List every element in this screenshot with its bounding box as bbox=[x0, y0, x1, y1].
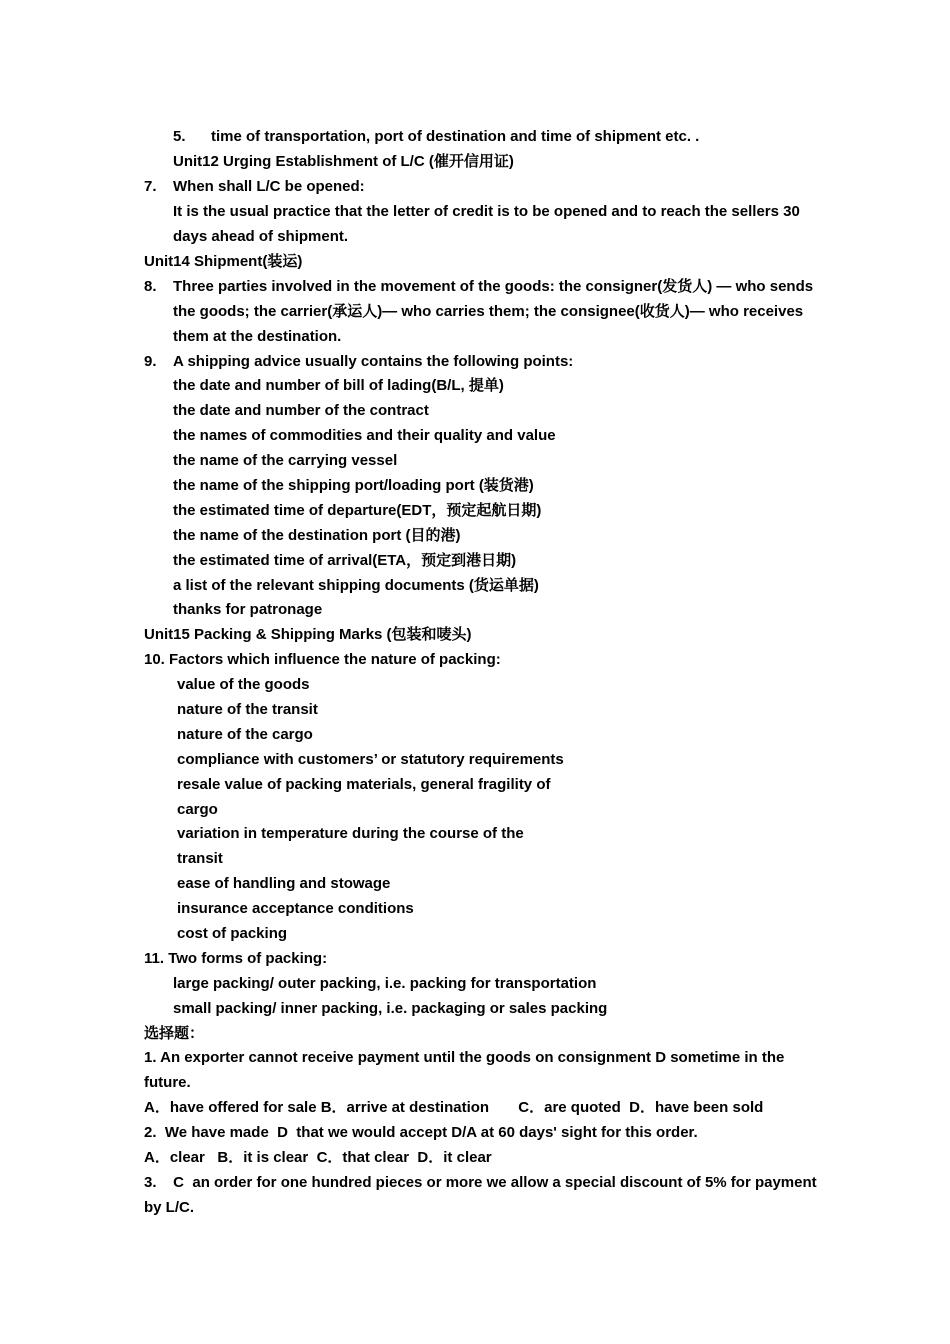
list-item: compliance with customers’ or statutory requirements bbox=[177, 751, 564, 768]
question-title: 11. Two forms of packing: bbox=[144, 950, 328, 967]
list-item: large packing/ outer packing, i.e. packing for transportation bbox=[173, 975, 597, 992]
list-item: nature of the transit bbox=[177, 701, 318, 718]
list-item: small packing/ inner packing, i.e. packaging or sales packing bbox=[173, 1000, 608, 1017]
list-item: ease of handling and stowage bbox=[177, 875, 391, 892]
list-item: the names of commodities and their quality and value bbox=[173, 427, 556, 444]
question-number: 9. bbox=[144, 353, 157, 370]
list-item: variation in temperature during the course of the bbox=[177, 825, 524, 842]
mc-line: future. bbox=[144, 1074, 191, 1091]
item-number: 5. bbox=[173, 128, 186, 145]
answer-line: Three parties involved in the movement of the goods: the consigner(发货人) — who sends bbox=[173, 278, 814, 295]
list-item: a list of the relevant shipping documents (货运单据) bbox=[173, 577, 539, 594]
multiple-choice-heading: 选择题： bbox=[144, 1025, 205, 1042]
list-item: the estimated time of arrival(ETA，预定到港日期) bbox=[173, 552, 517, 569]
unit14-heading: Unit14 Shipment(装运) bbox=[144, 253, 303, 270]
list-item: the name of the shipping port/loading port (装货港) bbox=[173, 477, 534, 494]
list-item: the name of the carrying vessel bbox=[173, 452, 398, 469]
answer-line: It is the usual practice that the letter of credit is to be opened and to reach the sellers 30 bbox=[173, 203, 800, 220]
list-item: resale value of packing materials, general fragility of bbox=[177, 776, 551, 793]
list-item: the name of the destination port (目的港) bbox=[173, 527, 461, 544]
question-number: 8. bbox=[144, 278, 157, 295]
list-item: the date and number of the contract bbox=[173, 402, 429, 419]
unit12-heading: Unit12 Urging Establishment of L/C (催开信用证) bbox=[173, 153, 514, 170]
list-item: transit bbox=[177, 850, 223, 867]
mc-line: 2. We have made D that we would accept D/A at 60 days' sight for this order. bbox=[144, 1124, 698, 1141]
answer-line: days ahead of shipment. bbox=[173, 228, 349, 245]
question-title: 10. Factors which influence the nature of packing: bbox=[144, 651, 501, 668]
mc-line: 3. C an order for one hundred pieces or more we allow a special discount of 5% for payment bbox=[144, 1174, 817, 1191]
item-text: time of transportation, port of destination and time of shipment etc. . bbox=[211, 128, 700, 145]
list-item: nature of the cargo bbox=[177, 726, 313, 743]
list-item: insurance acceptance conditions bbox=[177, 900, 414, 917]
unit15-heading: Unit15 Packing & Shipping Marks (包装和唛头) bbox=[144, 626, 472, 643]
list-item: cargo bbox=[177, 801, 218, 818]
list-item: value of the goods bbox=[177, 676, 310, 693]
list-item: the date and number of bill of lading(B/L, 提单) bbox=[173, 377, 504, 394]
list-item: thanks for patronage bbox=[173, 601, 323, 618]
question-title: When shall L/C be opened: bbox=[173, 178, 365, 195]
question-title: A shipping advice usually contains the following points: bbox=[173, 353, 574, 370]
list-item: cost of packing bbox=[177, 925, 288, 942]
mc-options: A．clear B．it is clear C．that clear D．it clear bbox=[144, 1149, 492, 1166]
answer-line: the goods; the carrier(承运人)— who carries them; the consignee(收货人)— who receives bbox=[173, 303, 804, 320]
answer-line: them at the destination. bbox=[173, 328, 342, 345]
question-number: 7. bbox=[144, 178, 157, 195]
mc-options: A．have offered for sale B．arrive at destination C．are quoted D．have been sold bbox=[144, 1099, 764, 1116]
mc-line: by L/C. bbox=[144, 1199, 195, 1216]
mc-line: 1. An exporter cannot receive payment until the goods on consignment D sometime in the bbox=[144, 1049, 785, 1066]
list-item: the estimated time of departure(EDT，预定起航日期) bbox=[173, 502, 542, 519]
